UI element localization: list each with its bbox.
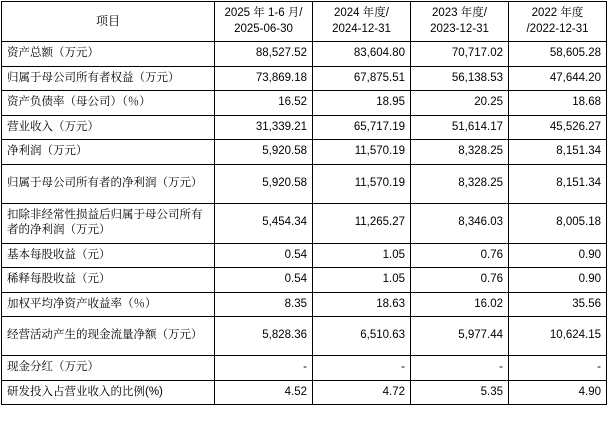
- row-value: 0.54: [215, 268, 313, 293]
- row-value: 11,570.19: [313, 140, 411, 165]
- row-value: 5,977.44: [411, 317, 509, 356]
- row-value: 8,328.25: [411, 140, 509, 165]
- row-value: 11,265.27: [313, 203, 411, 243]
- table-row: [2, 115, 607, 140]
- row-value: 70,717.02: [411, 42, 509, 67]
- row-value: 56,138.53: [411, 66, 509, 91]
- row-value: 8,346.03: [411, 203, 509, 243]
- table-row: [2, 140, 607, 165]
- period-1-line-1: 2025 年 1-6 月/: [224, 7, 303, 19]
- row-value: 18.63: [313, 292, 411, 317]
- period-4-line-1: 2022 年度: [531, 7, 584, 19]
- row-value: 0.76: [411, 268, 509, 293]
- row-value: 45,526.27: [509, 115, 607, 140]
- column-header-period-4: [509, 2, 607, 42]
- row-value: 35.56: [509, 292, 607, 317]
- table-row: [2, 356, 607, 381]
- period-2-line-2: 2024-12-31: [332, 22, 391, 35]
- column-header-period-3: [411, 2, 509, 42]
- row-value: 6,510.63: [313, 317, 411, 356]
- row-value: 5,920.58: [215, 140, 313, 165]
- row-value: 65,717.19: [313, 115, 411, 140]
- table-row: [2, 292, 607, 317]
- row-value: 0.90: [509, 243, 607, 268]
- row-value: 18.68: [509, 91, 607, 116]
- row-value: 8,151.34: [509, 164, 607, 203]
- row-label: 归属于母公司所有者的净利润（万元）: [2, 164, 215, 203]
- row-value: 8,328.25: [411, 164, 509, 203]
- table-row: [2, 268, 607, 293]
- row-value: 67,875.51: [313, 66, 411, 91]
- row-value: 5,828.36: [215, 317, 313, 356]
- row-value: 4.52: [215, 380, 313, 405]
- table-row: [2, 66, 607, 91]
- period-1-line-2: 2025-06-30: [234, 22, 293, 35]
- row-label: 营业收入（万元）: [2, 115, 215, 140]
- row-value: 11,570.19: [313, 164, 411, 203]
- row-value: 8,151.34: [509, 140, 607, 165]
- row-value: 31,339.21: [215, 115, 313, 140]
- column-header-period-1: [215, 2, 313, 42]
- row-value: 4.72: [313, 380, 411, 405]
- table-row: [2, 243, 607, 268]
- row-value: 58,605.28: [509, 42, 607, 67]
- table-row: [2, 317, 607, 356]
- row-value: -: [215, 356, 313, 381]
- row-label: 资产总额（万元）: [2, 42, 215, 67]
- row-value: 0.76: [411, 243, 509, 268]
- row-value: -: [411, 356, 509, 381]
- row-label: 扣除非经常性损益后归属于母公司所有者的净利润（万元）: [2, 203, 215, 243]
- row-label: 基本每股收益（元）: [2, 243, 215, 268]
- row-value: 0.90: [509, 268, 607, 293]
- row-value: 83,604.80: [313, 42, 411, 67]
- row-value: 51,614.17: [411, 115, 509, 140]
- row-value: 47,644.20: [509, 66, 607, 91]
- row-label: 加权平均净资产收益率（％）: [2, 292, 215, 317]
- row-value: 0.54: [215, 243, 313, 268]
- column-header-item: 项目: [2, 2, 215, 42]
- row-value: 18.95: [313, 91, 411, 116]
- row-value: 5,920.58: [215, 164, 313, 203]
- table-row: [2, 42, 607, 67]
- table-row: [2, 203, 607, 243]
- row-value: 16.52: [215, 91, 313, 116]
- row-label: 净利润（万元）: [2, 140, 215, 165]
- table-row: [2, 164, 607, 203]
- row-label: 归属于母公司所有者权益（万元）: [2, 66, 215, 91]
- row-value: 1.05: [313, 268, 411, 293]
- financial-summary-table: [1, 1, 607, 405]
- row-value: 5.35: [411, 380, 509, 405]
- row-value: 10,624.15: [509, 317, 607, 356]
- row-value: 4.90: [509, 380, 607, 405]
- column-header-period-2: [313, 2, 411, 42]
- period-4-line-2: /2022-12-31: [526, 22, 589, 35]
- table-header-row: [2, 2, 607, 42]
- row-value: 88,527.52: [215, 42, 313, 67]
- row-value: 5,454.34: [215, 203, 313, 243]
- row-value: 1.05: [313, 243, 411, 268]
- row-label: 稀释每股收益（元）: [2, 268, 215, 293]
- period-3-line-1: 2023 年度/: [432, 7, 487, 19]
- row-value: -: [313, 356, 411, 381]
- row-value: 73,869.18: [215, 66, 313, 91]
- period-3-line-2: 2023-12-31: [430, 22, 489, 35]
- row-label: 资产负债率（母公司）（％）: [2, 91, 215, 116]
- table-row: [2, 91, 607, 116]
- row-label: 现金分红（万元）: [2, 356, 215, 381]
- row-value: 16.02: [411, 292, 509, 317]
- period-2-line-1: 2024 年度/: [334, 7, 389, 19]
- row-value: 8,005.18: [509, 203, 607, 243]
- row-label: 研发投入占营业收入的比例(%): [2, 380, 215, 405]
- row-value: 20.25: [411, 91, 509, 116]
- row-value: -: [509, 356, 607, 381]
- row-value: 8.35: [215, 292, 313, 317]
- table-row: [2, 380, 607, 405]
- row-label: 经营活动产生的现金流量净额（万元）: [2, 317, 215, 356]
